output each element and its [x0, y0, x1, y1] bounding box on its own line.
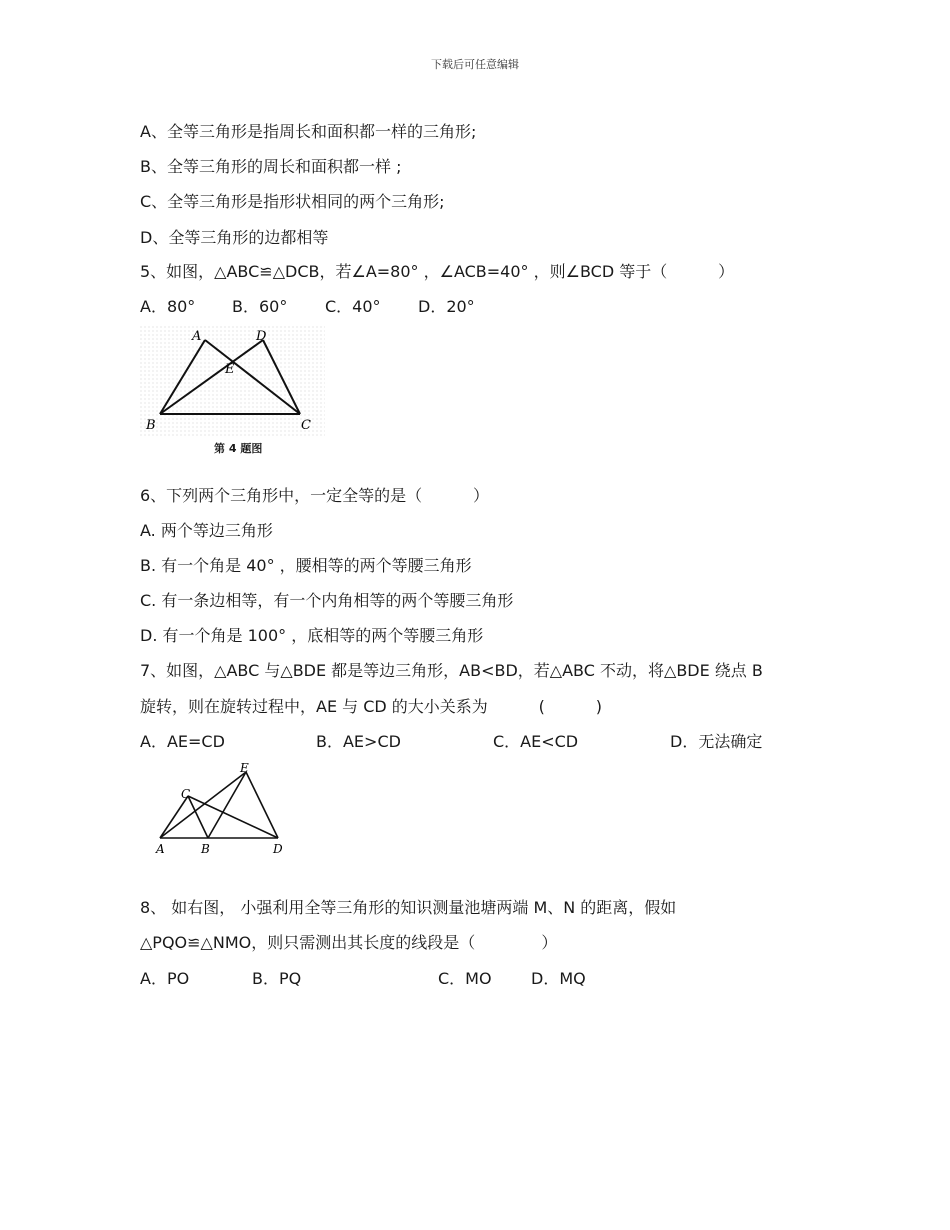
q8-stem-line2: △PQO≌△NMO，则只需测出其长度的线段是（ ） — [140, 933, 558, 952]
q6-stem: 6、下列两个三角形中，一定全等的是（ ） — [140, 486, 490, 505]
segment-ac — [160, 796, 188, 838]
q8-option-c: C．MO — [438, 969, 492, 988]
figure-background — [140, 326, 325, 436]
q7-option-b: B．AE>CD — [316, 732, 401, 751]
segment-ed — [246, 772, 278, 838]
q7-option-a: A．AE=CD — [140, 732, 225, 751]
q5-option-c: C．40° — [325, 297, 381, 316]
label-d: D — [273, 842, 283, 856]
label-e: E — [225, 362, 235, 377]
label-c: C — [301, 418, 311, 433]
q7-figure-diagram — [140, 760, 300, 864]
label-d: D — [256, 329, 267, 344]
q5-figure-caption: 第 4 题图 — [214, 442, 263, 455]
label-a: A — [156, 842, 165, 856]
segment-cd — [188, 796, 278, 838]
q5-option-d: D．20° — [418, 297, 475, 316]
label-e: E — [240, 761, 249, 775]
q4-option-a: A、全等三角形是指周长和面积都一样的三角形; — [140, 122, 477, 141]
q6-option-c: C. 有一条边相等，有一个内角相等的两个等腰三角形 — [140, 591, 514, 610]
q4-option-d: D、全等三角形的边都相等 — [140, 228, 329, 247]
q5-stem: 5、如图，△ABC≌△DCB，若∠A=80° ，∠ACB=40° ，则∠BCD 等于（ ） — [140, 262, 735, 281]
q6-option-d: D. 有一个角是 100° ，底相等的两个等腰三角形 — [140, 626, 484, 645]
q5-figure — [140, 326, 325, 458]
segment-be — [208, 772, 246, 838]
q8-option-d: D．MQ — [531, 969, 586, 988]
q5-option-a: A．80° — [140, 297, 196, 316]
q8-option-a: A．PO — [140, 969, 190, 988]
label-b: B — [201, 842, 210, 856]
q5-figure-diagram — [140, 326, 325, 458]
q7-option-c: C．AE<CD — [493, 732, 579, 751]
segment-cb — [188, 796, 208, 838]
q7-stem-line2: 旋转，则在旋转过程中，AE 与 CD 的大小关系为 ( ) — [140, 697, 603, 716]
q5-option-b: B．60° — [232, 297, 288, 316]
page-header: 下载后可任意编辑 — [431, 58, 519, 71]
label-b: B — [146, 418, 156, 433]
q8-option-b: B．PQ — [252, 969, 302, 988]
q8-stem-line1: 8、 如右图， 小强利用全等三角形的知识测量池塘两端 M、N 的距离，假如 — [140, 898, 677, 917]
q6-option-b: B. 有一个角是 40° ，腰相等的两个等腰三角形 — [140, 556, 472, 575]
q7-stem-line1: 7、如图，△ABC 与△BDE 都是等边三角形，AB<BD，若△ABC 不动，将△BDE 绕点 B — [140, 661, 763, 680]
q7-option-d: D．无法确定 — [670, 732, 763, 751]
q6-option-a: A. 两个等边三角形 — [140, 521, 273, 540]
label-c: C — [181, 787, 191, 801]
label-a: A — [192, 329, 202, 344]
q4-option-b: B、全等三角形的周长和面积都一样 ; — [140, 157, 402, 176]
q4-option-c: C、全等三角形是指形状相同的两个三角形; — [140, 192, 445, 211]
q7-figure — [140, 760, 300, 864]
